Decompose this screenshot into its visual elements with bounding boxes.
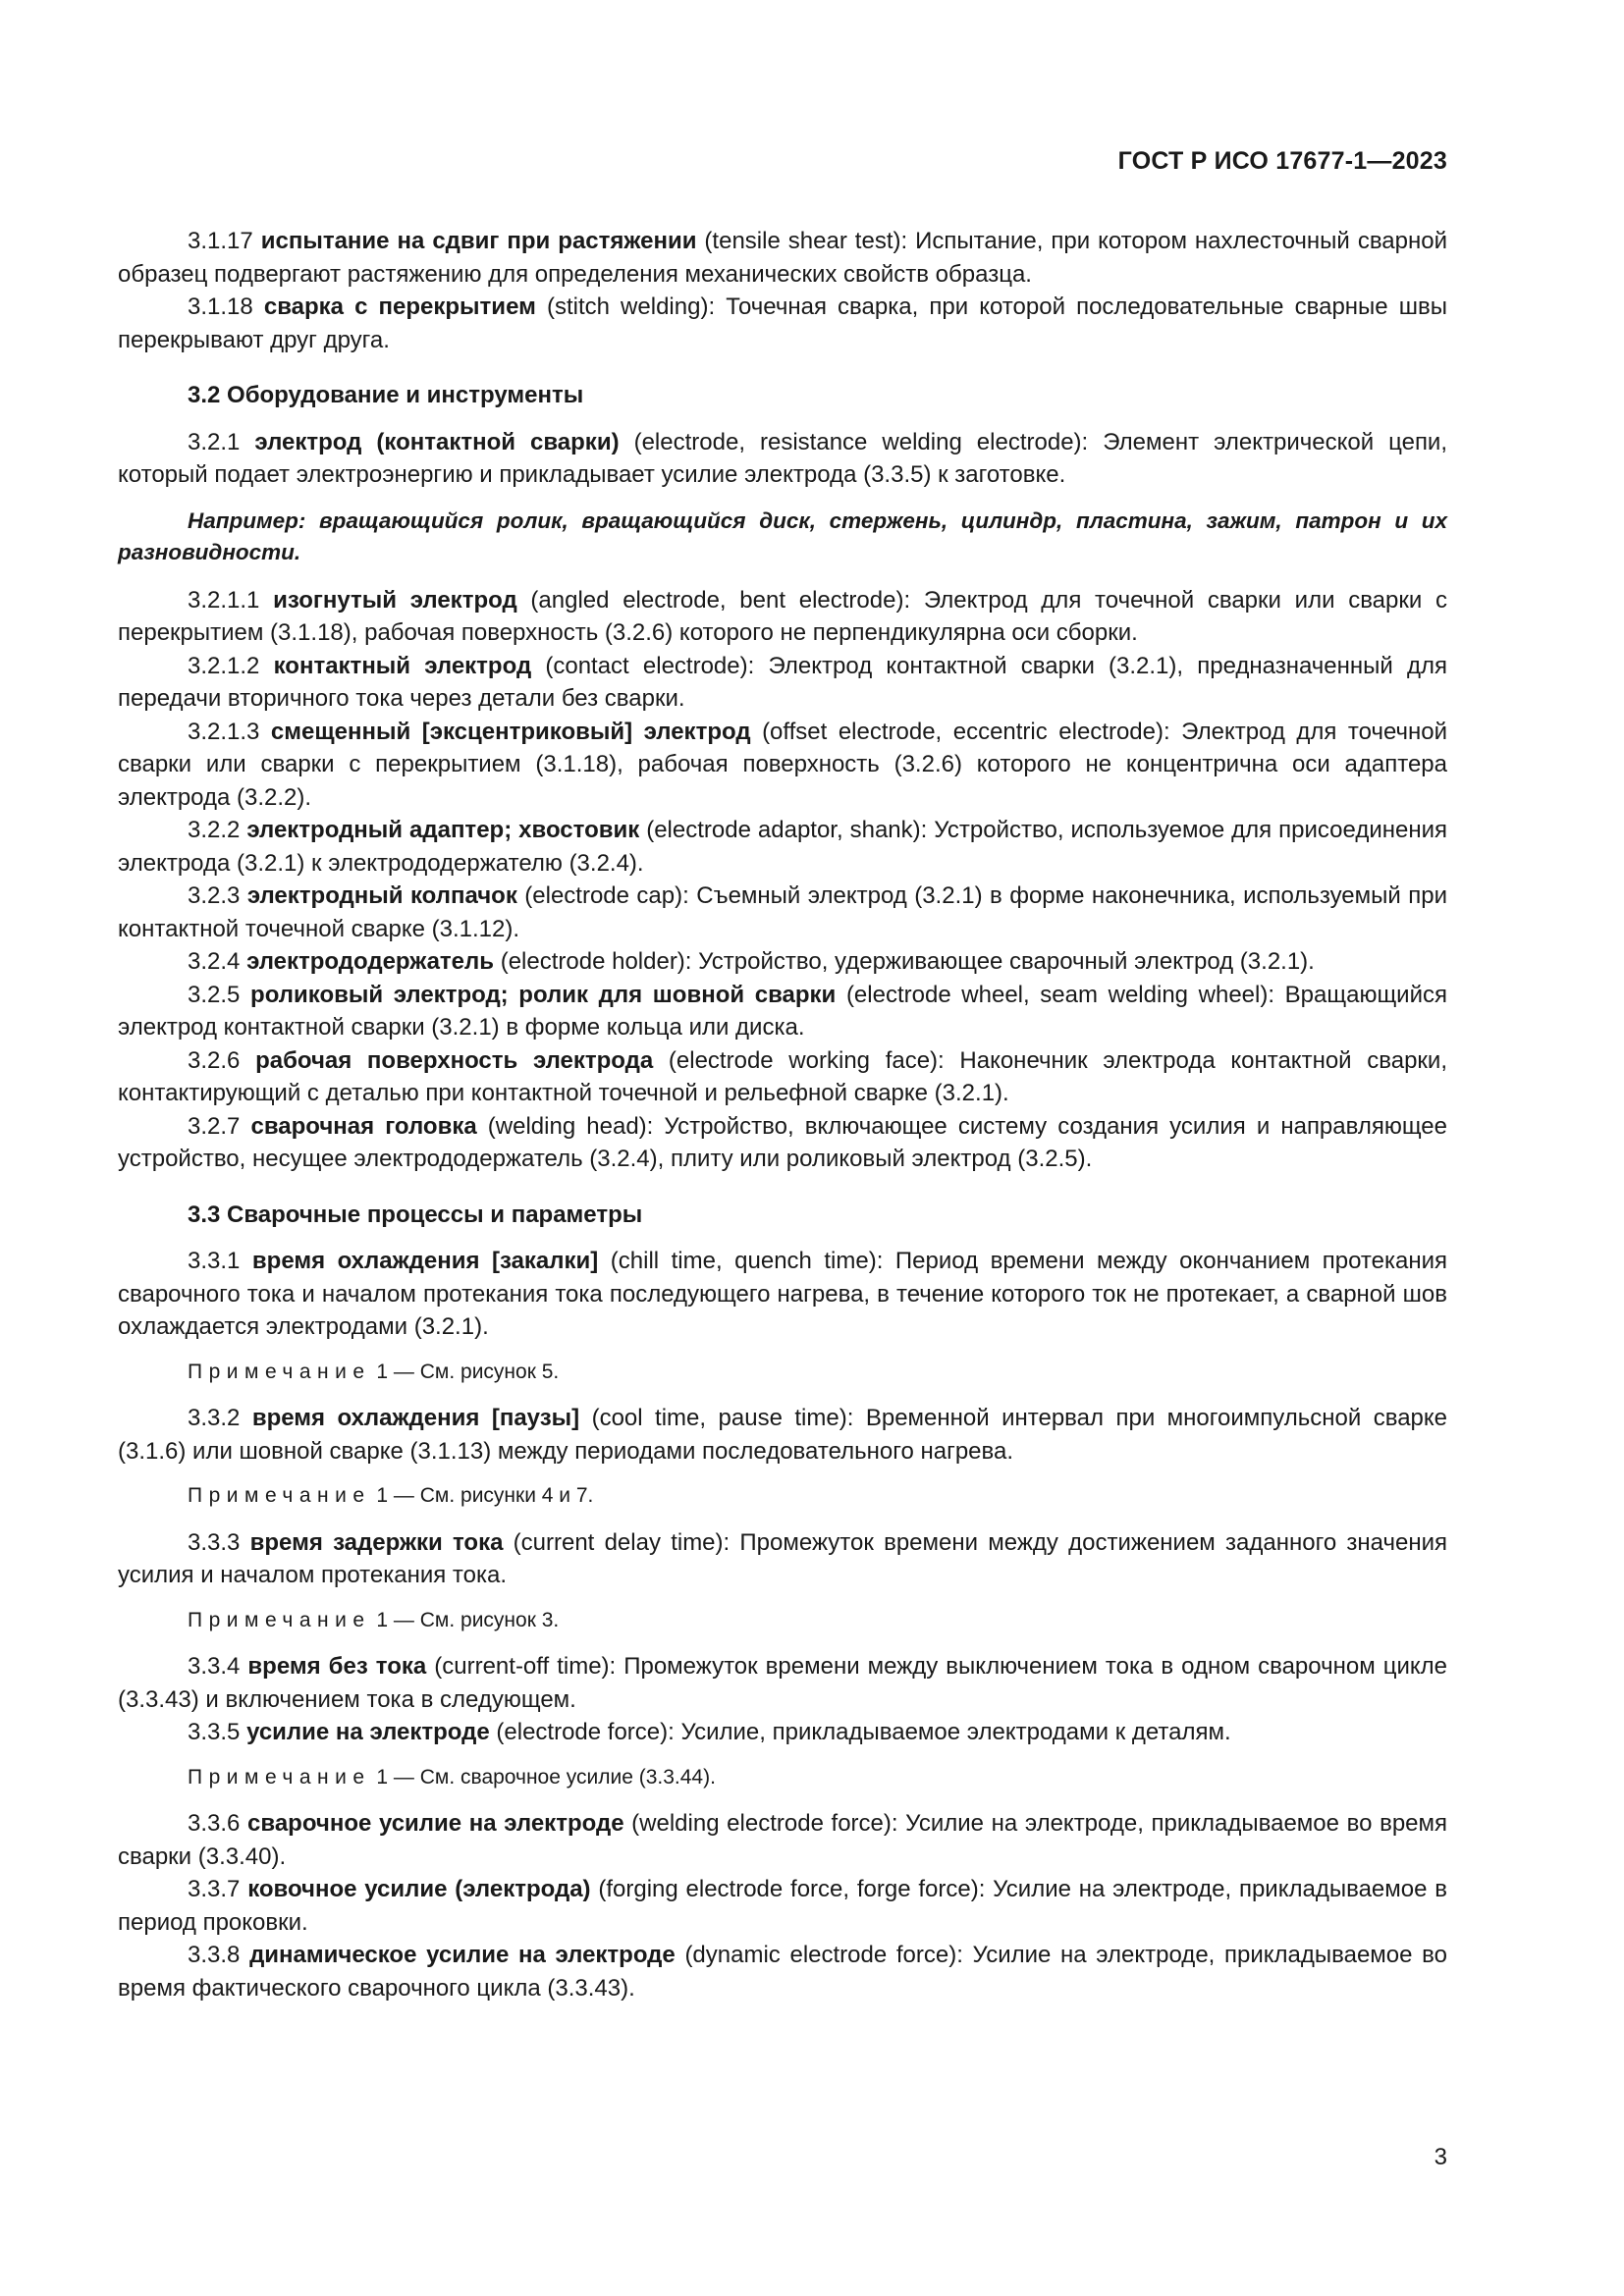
term-name: электрод (контактной сварки) [254, 428, 620, 455]
example-text: Например: вращающийся ролик, вращающийся диск, стержень, цилиндр, пластина, зажим, патрон и их разновидности. [118, 507, 1447, 564]
term-definition: (dynamic electrode force): Усилие на электроде, прикладываемое во время фактического сварочного цикла (3.3.43). [118, 1942, 1447, 2002]
term-number: 3.1.18 [188, 294, 253, 320]
term-definition: (electrode working face): Наконечник электрода контактной сварки, контактирующий с деталью при контактной точечной и рельефной сварке (3.2.1). [118, 1046, 1447, 1106]
page-number: 3 [1434, 2144, 1447, 2170]
term-definition: (angled electrode, bent electrode): Электрод для точечной сварки или сварки с перекрытием (3.1.18), рабочая поверхность (3.2.6) которого не перпендикулярна оси сборки. [118, 586, 1447, 646]
term-definition: (welding head): Устройство, включающее систему создания усилия и направляющее устройство, несущее электрододержатель (3.2.4), плиту или роликовый электрод (3.2.5). [118, 1112, 1447, 1172]
note-text: 1 — См. рисунок 3. [370, 1608, 560, 1631]
term-name: динамическое усилие на электроде [249, 1942, 676, 1968]
note-label: Примечание [188, 1765, 371, 1789]
term-number: 3.2.6 [188, 1046, 241, 1074]
term-name: усилие на электроде [246, 1719, 490, 1745]
term-paragraph [118, 716, 1447, 815]
term-name: электродный колпачок [246, 882, 517, 909]
term-name: испытание на сдвиг при растяжении [260, 228, 697, 254]
term-paragraph [118, 1807, 1447, 1873]
note [118, 1479, 1447, 1513]
term-name: контактный электрод [273, 652, 532, 679]
term-paragraph [118, 1402, 1447, 1468]
term-definition: (chill time, quench time): Период времени между окончанием протекания сварочного тока и началом протекания тока последующего нагрева, в течение которого ток не протекает, а сварной шов охлаждается электродами (3.2.1). [118, 1248, 1448, 1340]
term-number: 3.2.1.2 [188, 652, 260, 679]
term-name: электродный адаптер; хвостовик [246, 817, 640, 843]
term-name: рабочая поверхность электрода [255, 1046, 654, 1074]
term-paragraph [118, 1650, 1447, 1716]
term-paragraph [118, 1044, 1447, 1110]
document-body [118, 225, 1447, 2004]
note [118, 1356, 1447, 1389]
note [118, 1761, 1447, 1794]
term-paragraph [118, 1110, 1447, 1176]
term-definition: (stitch welding): Точечная сварка, при которой последовательные сварные швы перекрывают друг друга. [118, 294, 1448, 353]
term-name: время охлаждения [паузы] [251, 1405, 580, 1431]
term-number: 3.2.2 [188, 817, 241, 843]
term-paragraph [118, 1939, 1447, 2004]
term-number: 3.2.1.1 [188, 586, 260, 614]
term-definition: (electrode cap): Съемный электрод (3.2.1) в форме наконечника, используемый при контактной точечной сварке (3.1.12). [118, 882, 1447, 942]
term-paragraph [118, 225, 1447, 291]
term-paragraph [118, 979, 1447, 1044]
term-paragraph [118, 1245, 1447, 1344]
term-number: 3.2.7 [188, 1112, 241, 1140]
term-paragraph [118, 291, 1447, 356]
term-definition: (contact electrode): Электрод контактной сварки (3.2.1), предназначенный для передачи вторичного тока через детали без сварки. [118, 652, 1447, 712]
note-text: 1 — См. сварочное усилие (3.3.44). [370, 1765, 716, 1789]
section-heading: 3.3 Сварочные процессы и параметры [188, 1201, 643, 1228]
term-paragraph [118, 426, 1447, 492]
term-definition: (tensile shear test): Испытание, при котором нахлесточный сварной образец подвергают растяжению для определения механических свойств образца. [118, 228, 1448, 288]
term-name: время задержки тока [249, 1528, 504, 1556]
term-number: 3.2.1 [188, 428, 241, 455]
term-name: время охлаждения [закалки] [251, 1248, 599, 1274]
term-name: ковочное усилие (электрода) [247, 1876, 591, 1902]
term-number: 3.3.7 [188, 1876, 241, 1902]
term-name: смещенный [эксцентриковый] электрод [270, 718, 751, 745]
term-paragraph [118, 1716, 1447, 1749]
term-number: 3.3.2 [188, 1405, 241, 1431]
term-definition: (electrode wheel, seam welding wheel): Вращающийся электрод контактной сварки (3.2.1) в форме кольца или диска. [118, 981, 1447, 1041]
term-name: электрододержатель [246, 948, 495, 975]
term-definition: (electrode, resistance welding electrode): Элемент электрической цепи, который подает электроэнергию и прикладывает усилие электрода (3.3.5) к заготовке. [118, 428, 1448, 488]
term-definition: (welding electrode force): Усилие на электроде, прикладываемое во время сварки (3.3.40). [118, 1810, 1448, 1870]
term-number: 3.3.1 [188, 1248, 241, 1274]
term-definition: (electrode force): Усилие, прикладываемое электродами к деталям. [489, 1719, 1231, 1745]
note [118, 1604, 1447, 1637]
term-number: 3.2.4 [188, 948, 241, 975]
term-definition: (electrode adaptor, shank): Устройство, используемое для присоединения электрода (3.2.1) к электрододержателю (3.2.4). [118, 817, 1447, 877]
term-paragraph [118, 880, 1447, 945]
term-name: сварка с перекрытием [263, 294, 536, 320]
note-text: 1 — См. рисунок 5. [370, 1360, 560, 1383]
term-name: сварочная головка [250, 1112, 477, 1140]
note-label: Примечание [188, 1484, 371, 1507]
term-paragraph [118, 1873, 1447, 1939]
term-name: изогнутый электрод [273, 586, 517, 614]
term-number: 3.2.5 [188, 981, 241, 1008]
term-number: 3.3.3 [188, 1528, 241, 1556]
term-paragraph [118, 945, 1447, 979]
note-text: 1 — См. рисунки 4 и 7. [370, 1484, 594, 1507]
section-heading: 3.2 Оборудование и инструменты [188, 382, 584, 408]
term-number: 3.1.17 [188, 228, 253, 254]
document-standard-id: ГОСТ Р ИСО 17677-1—2023 [1117, 147, 1447, 175]
term-name: роликовый электрод; ролик для шовной сварки [250, 981, 837, 1008]
term-paragraph [118, 584, 1447, 650]
note-label: Примечание [188, 1608, 371, 1631]
term-definition: (cool time, pause time): Временной интервал при многоимпульсной сварке (3.1.6) или шовной сварке (3.1.13) между периодами последовательного нагрева. [118, 1405, 1447, 1465]
term-number: 3.3.4 [188, 1653, 241, 1680]
term-definition: (current delay time): Промежуток времени между достижением заданного значения усилия и началом протекания тока. [118, 1528, 1447, 1588]
term-paragraph [118, 650, 1447, 716]
term-definition: (forging electrode force, forge force): Усилие на электроде, прикладываемое в период проковки. [118, 1876, 1447, 1936]
term-number: 3.3.5 [188, 1719, 241, 1745]
term-definition: (electrode holder): Устройство, удерживающее сварочный электрод (3.2.1). [494, 948, 1315, 975]
term-number: 3.2.3 [188, 882, 241, 909]
term-number: 3.3.8 [188, 1942, 241, 1968]
term-definition: (current-off time): Промежуток времени между выключением тока в одном сварочном цикле (3.3.43) и включением тока в следующем. [118, 1653, 1448, 1713]
term-name: сварочное усилие на электроде [247, 1810, 624, 1837]
note-label: Примечание [188, 1360, 371, 1383]
term-paragraph [118, 1526, 1447, 1592]
term-number: 3.2.1.3 [188, 718, 260, 745]
term-definition: (offset electrode, eccentric electrode): Электрод для точечной сварки или сварки с перекрытием (3.1.18), рабочая поверхность (3.2.6) которого не концентрична оси адаптера электрода (3.2.2). [118, 718, 1448, 811]
term-paragraph [118, 814, 1447, 880]
term-number: 3.3.6 [188, 1810, 241, 1837]
term-name: время без тока [247, 1653, 427, 1680]
